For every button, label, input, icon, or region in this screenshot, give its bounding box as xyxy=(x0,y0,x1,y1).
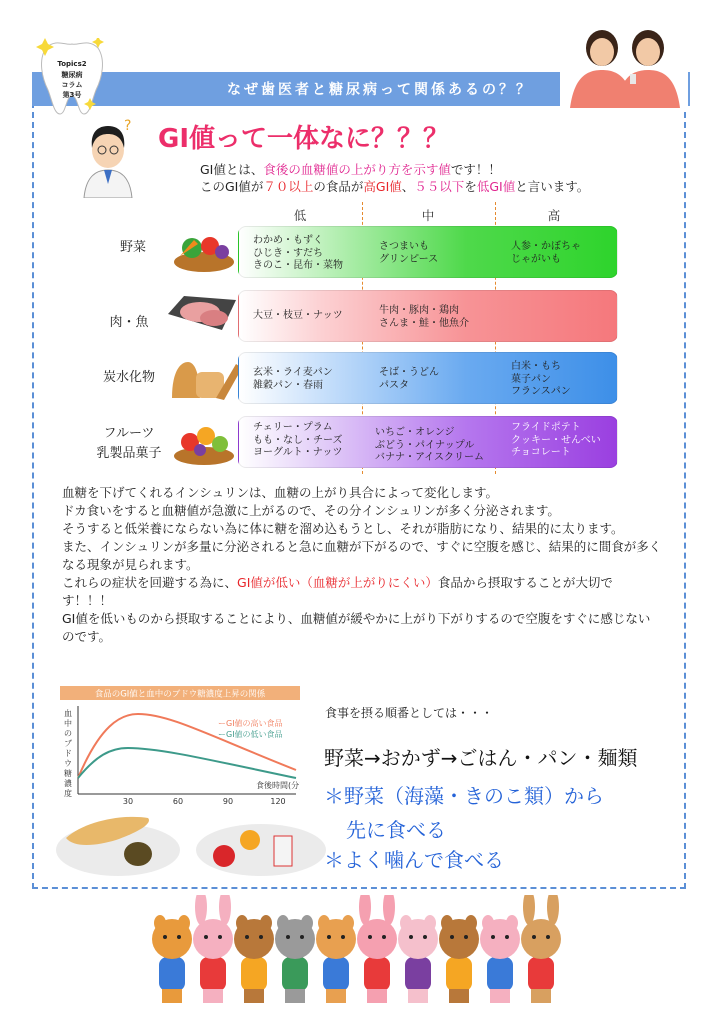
row-meat-fish xyxy=(238,290,618,342)
food-item: 雑穀パン・春雨 xyxy=(253,379,323,391)
food-item: 白米・もち xyxy=(511,361,561,372)
food-item: いちご・オレンジ xyxy=(375,427,455,438)
row-vegetables xyxy=(238,226,618,278)
cell-mid xyxy=(379,367,439,392)
vegetable-basket-icon xyxy=(166,226,242,274)
row-carbohydrates xyxy=(238,352,618,404)
legend-low: ーGI値の低い食品 xyxy=(218,730,283,739)
food-item: フランスパン xyxy=(511,386,571,397)
orange-icon xyxy=(240,830,260,850)
paragraph-text: これらの症状を回避する為に、 xyxy=(62,575,238,590)
food-item: フライドポテト xyxy=(511,422,581,433)
paragraph xyxy=(62,574,662,610)
banner-title: なぜ歯医者と糖尿病って関係あるの？？ xyxy=(227,82,533,98)
animal-character xyxy=(521,895,561,1003)
bread-icon xyxy=(166,352,242,400)
cell-low xyxy=(253,310,343,323)
intro-highlight: 低GI値 xyxy=(476,179,516,194)
graph-ylabel xyxy=(64,708,72,798)
category-vegetables: 野菜 xyxy=(119,240,146,255)
staff-photo xyxy=(560,22,688,108)
animal-character xyxy=(398,915,438,1003)
body-text xyxy=(62,484,662,646)
tooth-badge xyxy=(36,38,108,116)
animal-character xyxy=(275,915,315,1003)
badge-line-3: コラム xyxy=(61,81,83,89)
food-item: さんま・鮭・他魚介 xyxy=(379,317,469,329)
food-item: チェリー・プラム xyxy=(253,422,333,433)
food-item: 大豆・枝豆・ナッツ xyxy=(253,310,343,321)
cell-low xyxy=(253,422,343,460)
food-item: パスタ xyxy=(379,379,409,391)
intro-text: GI値とは、 xyxy=(200,162,264,177)
animal-character xyxy=(316,915,356,1003)
legend-high: ーGI値の高い食品 xyxy=(218,719,283,728)
animal-characters-illustration xyxy=(150,895,570,1007)
badge-line-4: 第3号 xyxy=(62,91,82,99)
graph-xlabel: 食後時間(分) xyxy=(256,781,300,790)
animal-character xyxy=(357,895,397,1003)
intro-line-2 xyxy=(200,177,589,195)
gi-glucose-graph xyxy=(60,686,300,812)
food-item: ひじき・すだち xyxy=(253,247,323,259)
intro-line-1 xyxy=(200,160,501,178)
cell-low xyxy=(253,367,333,392)
food-item: グリンピース xyxy=(379,253,439,265)
category-line: 乳製品菓子 xyxy=(96,446,162,461)
cell-mid xyxy=(379,305,469,330)
svg-text:濃: 濃 xyxy=(64,779,72,788)
pumpkin-icon xyxy=(124,842,152,866)
food-item: 菓子パン xyxy=(511,373,551,385)
food-item: さつまいも xyxy=(379,241,429,252)
food-item: きのこ・昆布・菜物 xyxy=(253,260,343,271)
category-line: フルーツ xyxy=(103,426,155,441)
category-meat-fish: 肉・魚 xyxy=(109,315,149,330)
svg-text:の: の xyxy=(64,729,72,738)
category-carbohydrates: 炭水化物 xyxy=(102,370,155,385)
paragraph: 血糖を下げてくれるインシュリンは、血糖の上がり具合によって変化します。 xyxy=(62,485,498,500)
cell-low xyxy=(253,235,343,273)
food-decoration xyxy=(56,800,326,880)
eating-order: 野菜→おかず→ごはん・パン・麺類 xyxy=(324,746,638,770)
svg-text:糖: 糖 xyxy=(64,769,72,778)
badge-line-2: 糖尿病 xyxy=(61,71,83,79)
cell-high xyxy=(511,361,571,399)
intro-text: を xyxy=(464,179,477,194)
category-fruit-dairy xyxy=(84,424,174,464)
paragraph: GI値を低いものから摂取することにより、血糖値が緩やかに上がり下がりするので空腹をすぐに感じないのです。 xyxy=(62,611,651,644)
food-item: 牛肉・豚肉・鶏肉 xyxy=(379,305,459,316)
food-item: もも・なし・チーズ xyxy=(253,434,343,446)
animal-character xyxy=(234,915,274,1003)
food-item: ヨーグルト・ナッツ xyxy=(253,447,343,458)
paragraph-text: 食品から摂取することが大切です！！！ xyxy=(62,575,613,608)
animal-character xyxy=(193,895,233,1003)
meat-plate-icon xyxy=(164,290,240,338)
animal-character xyxy=(152,915,192,1003)
page-title: GI値って一体なに？？？ xyxy=(158,124,450,154)
paragraph: そうすると低栄養にならない為に体に糖を溜め込もうとし、それが脂肪になり、結果的に太ります。 xyxy=(62,521,624,536)
intro-text: 、 xyxy=(401,179,415,194)
food-item: チョコレート xyxy=(511,447,571,458)
tip-chew-well: ＊よく噛んで食べる xyxy=(324,848,504,872)
column-high: 高 xyxy=(547,208,561,223)
svg-text:度: 度 xyxy=(64,789,72,798)
apple-icon xyxy=(213,845,235,867)
paragraph: また、インシュリンが多量に分泌されると急に血糖が下がるので、すぐに空腹を感じ、結果的に間食が多くなる現象が見られます。 xyxy=(62,539,662,572)
tick-60: 60 xyxy=(172,797,184,806)
intro-highlight: 高GI値 xyxy=(363,179,402,194)
tip-vegetables-first: ＊野菜（海藻・きのこ類）から xyxy=(324,784,604,808)
paragraph: ドカ食いをすると血糖値が急激に上がるので、その分インシュリンが多く分泌されます。 xyxy=(62,503,560,518)
cell-high xyxy=(511,422,601,460)
intro-text: と言います。 xyxy=(515,179,590,194)
food-item: ぶどう・パイナップル xyxy=(375,439,475,451)
intro-highlight: 食後の血糖値の上がり方を示す値 xyxy=(263,162,451,177)
tick-30: 30 xyxy=(122,797,134,806)
column-mid: 中 xyxy=(421,208,435,223)
row-fruit-dairy xyxy=(238,416,618,468)
svg-text:ド: ド xyxy=(64,749,72,758)
svg-text:?: ? xyxy=(124,118,132,134)
tick-120: 120 xyxy=(270,797,286,806)
fruit-basket-icon xyxy=(166,414,242,462)
cell-mid xyxy=(375,427,484,465)
food-item: わかめ・もずく xyxy=(253,235,323,246)
food-item: じゃがいも xyxy=(511,253,561,265)
tick-90: 90 xyxy=(222,797,234,806)
intro-highlight: ７０以上 xyxy=(263,179,314,194)
svg-text:血: 血 xyxy=(64,709,72,718)
column-low: 低 xyxy=(293,208,307,223)
food-item: 玄米・ライ麦パン xyxy=(253,367,333,378)
svg-text:ウ: ウ xyxy=(64,759,72,768)
milk-carton-icon xyxy=(274,836,292,866)
intro-text: です！！ xyxy=(450,162,501,177)
cell-high xyxy=(511,241,581,266)
animal-character xyxy=(439,915,479,1003)
badge-line-1: Topics2 xyxy=(57,60,87,68)
food-item: 人参・かぼちゃ xyxy=(511,241,581,252)
animal-character xyxy=(480,915,520,1003)
cell-mid xyxy=(379,241,438,266)
svg-text:中: 中 xyxy=(64,719,72,728)
doctor-illustration xyxy=(78,118,138,198)
food-item: バナナ・アイスクリーム xyxy=(375,452,484,463)
order-intro: 食事を摂る順番としては・・・ xyxy=(325,706,494,720)
svg-text:ブ: ブ xyxy=(64,739,72,748)
intro-highlight: ５５以下 xyxy=(414,179,465,194)
food-item: そば・うどん xyxy=(379,367,439,378)
curve-low-gi xyxy=(78,748,296,778)
graph-title: 食品のGI値と血中のブドウ糖濃度上昇の関係 xyxy=(94,689,266,700)
food-item: クッキー・せんべい xyxy=(511,434,601,446)
intro-text: このGI値が xyxy=(200,179,264,194)
tip-vegetables-first-cont: 先に食べる xyxy=(346,818,446,842)
paragraph-highlight: GI値が低い（血糖が上がりにくい） xyxy=(237,575,438,590)
intro-text: の食品が xyxy=(313,179,364,194)
